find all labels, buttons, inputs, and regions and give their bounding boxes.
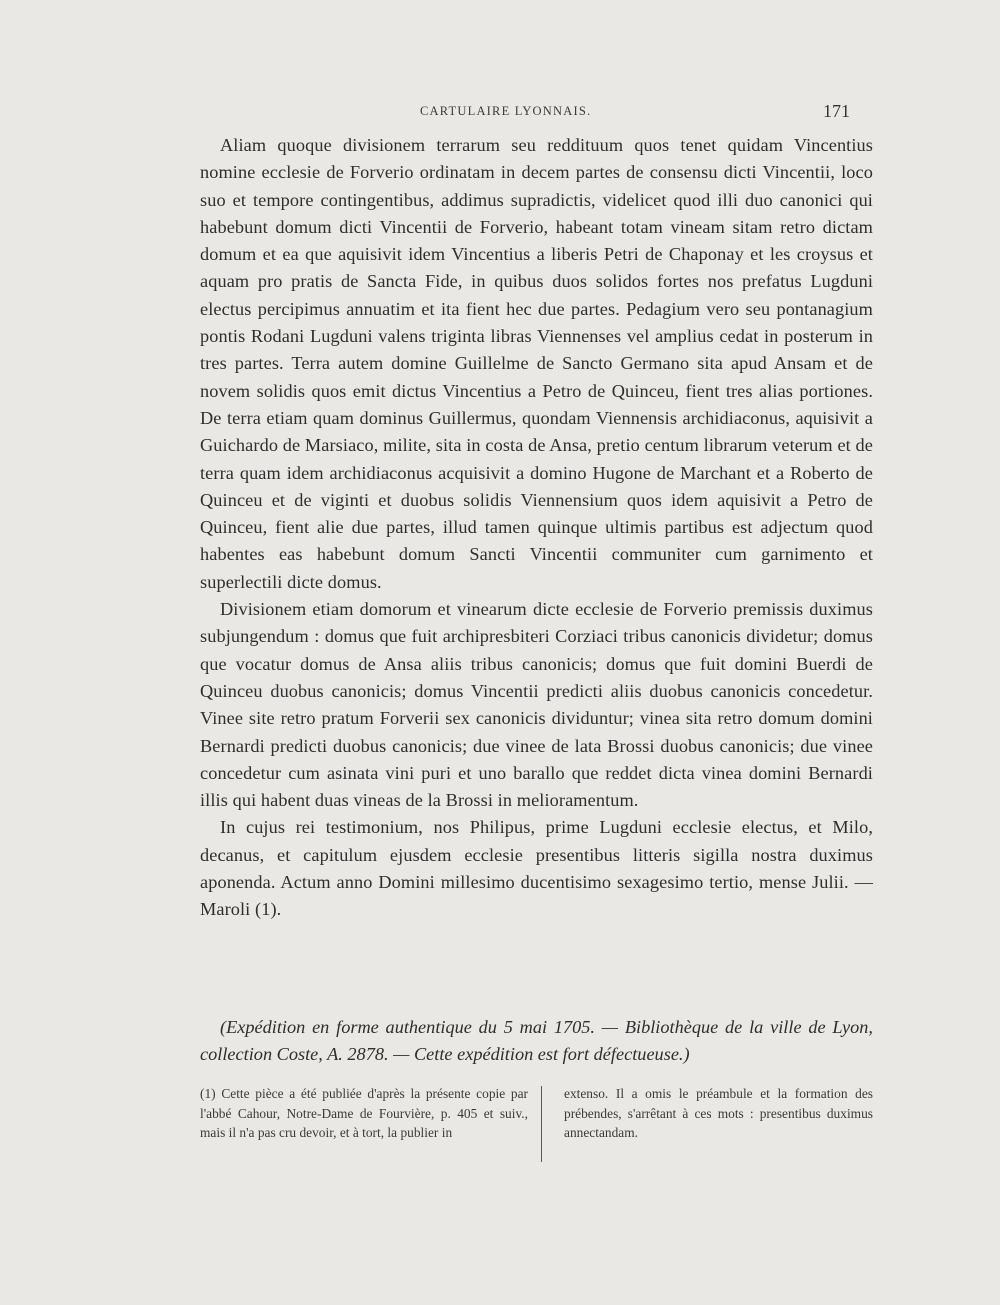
paragraph-division-of-lands: Aliam quoque divisionem terrarum seu reddituum quos tenet quidam Vincentius nomine ecclesie de Forverio ordinatam in decem partes de consensu dicti Vincentii, loco suo et tempore contingentibus, addimus supradictis, videlicet quod illi duo canonici qui habebunt domum dicti Vincentii de Forverio, habeant totam vineam sitam retro dictam domum et ea que aquisivit idem Vincentius a liberis Petri de Chaponay et les croysus et aquam pro pratis de Sancta Fide, in quibus duos solidos fortes nos prefatus Lugduni electus percipimus annuatim et ita fient hec due partes. Pedagium vero seu pontanagium pontis Rodani Lugduni valens triginta libras Viennenses vel amplius cedat in posterum in tres partes. Terra autem domine Guillelme de Sancto Germano sita apud Ansam et de novem solidis quos emit dictus Vincentius a Petro de Quinceu, fient tres alias portiones. De terra etiam quam dominus Guillermus, quondam Viennensis archidiaconus, aquisivit a Guichardo de Marsiaco, milite, sita in costa de Ansa, pretio centum librarum veterum et de terra quam idem archidiaconus acquisivit a domino Hugone de Marchant et a Roberto de Quinceu et de viginti et duobus solidis Viennensium quos idem aquisivit a Petro de Quinceu, fient alie due partes, illud tamen quinque ultimis partibus est adjectum quod habentes eas habebunt domum Sancti Vincentii communiter cum garnimento et superlectili dicte domus. [200,135,873,592]
footnote-left-column: (1) Cette pièce a été publiée d'après la présente copie par l'abbé Cahour, Notre-Dame de Fourvière, p. 405 et suiv., mais il n'a pas cru devoir, et à tort, la publier in [200,1086,528,1140]
column-divider [541,1086,542,1162]
running-head [200,101,850,128]
charter-text [200,132,873,924]
source-note: (Expédition en forme authentique du 5 mai 1705. — Bibliothèque de la ville de Lyon, collection Coste, A. 2878. — Cette expédition est fort défectueuse.) [200,1017,873,1064]
running-title: CARTULAIRE LYONNAIS. [420,104,592,118]
footnotes [200,1084,873,1174]
page-number: 171 [823,101,850,121]
paragraph-attestation: In cujus rei testimonium, nos Philipus, prime Lugduni ecclesie electus, et Milo, decanus, et capitulum ejusdem ecclesie presentibus litteris sigilla nostra duximus aponenda. Actum anno Domini millesimo ducentisimo sexagesimo tertio, mense Julii. — Maroli (1). [200,817,873,920]
paragraph-division-of-houses: Divisionem etiam domorum et vinearum dicte ecclesie de Forverio premissis duximus subjungendum : domus que fuit archipresbiteri Corziaci tribus canonicis dividetur; domus que vocatur domus de Ansa aliis tribus canonicis; domus que fuit domini Buerdi de Quinceu duobus canonicis; domus Vincentii predicti aliis duobus canonicis concedetur. Vinee site retro pratum Forverii sex canonicis dividuntur; vinea sita retro domum domini Bernardi predicti duobus canonicis; due vinee de lata Brossi duobus canonicis; due vinee concedetur cum asinata vini puri et uno barallo que reddet dicta vinea domini Bernardi illis qui habent duas vineas de la Brossi in melioramentum. [200,599,873,811]
footnote-right-column: extenso. Il a omis le préambule et la formation des prébendes, s'arrêtant à ces mots : presentibus duximus annectandam. [564,1086,873,1140]
